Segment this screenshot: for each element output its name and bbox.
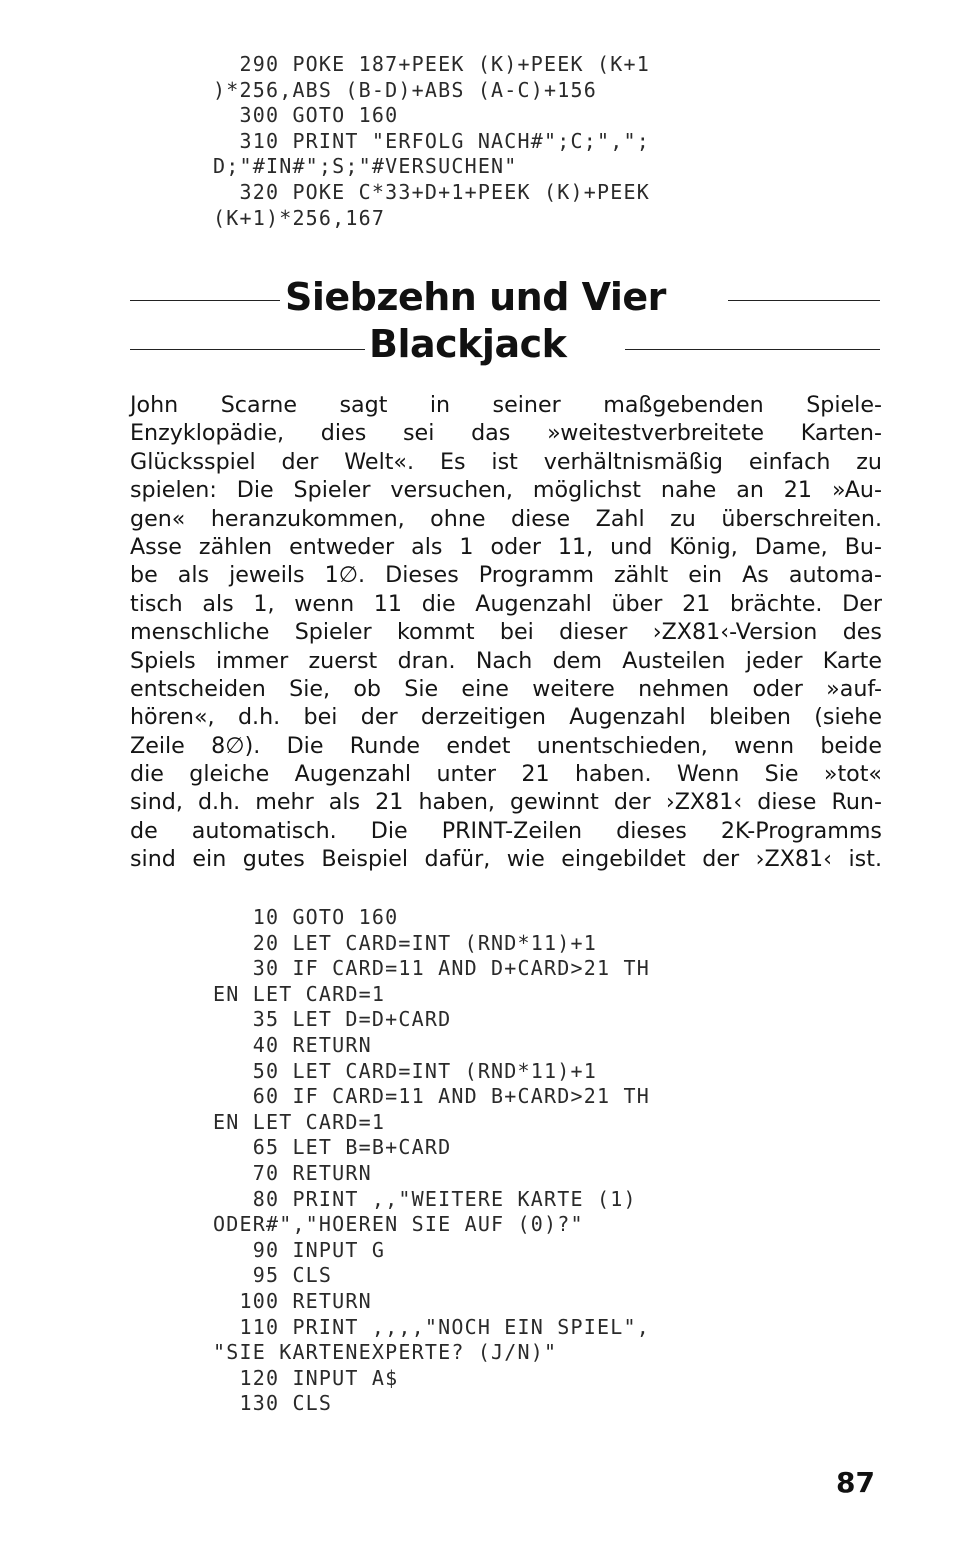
code-line: 80 PRINT ,,"WEITERE KARTE (1) (213, 1186, 637, 1211)
paragraph-line: sind ein gutes Beispiel dafür, wie eingebildet der ›ZX81‹ ist. (130, 846, 882, 873)
code-line: (K+1)*256,167 (213, 205, 386, 230)
page-number: 87 (836, 1466, 875, 1499)
paragraph-line: hören«, d.h. bei der derzeitigen Augenzahl bleiben (siehe (130, 704, 882, 731)
paragraph-line: Asse zählen entweder als 1 oder 11, und König, Dame, Bu- (130, 533, 882, 560)
subheading-rule-right (625, 349, 880, 350)
code-line: 100 RETURN (213, 1288, 372, 1313)
paragraph-line: tisch als 1, wenn 11 die Augenzahl über 21 brächte. Der (130, 590, 882, 617)
paragraph-line: entscheiden Sie, ob Sie eine weitere nehmen oder »auf- (130, 675, 882, 702)
code-line: EN LET CARD=1 (213, 1109, 386, 1134)
code-line: EN LET CARD=1 (213, 981, 386, 1006)
paragraph-line: Glücksspiel der Welt«. Es ist verhältnismäßig einfach zu (130, 448, 882, 475)
code-listing-bottom (213, 905, 650, 1417)
code-line: 70 RETURN (213, 1160, 372, 1185)
code-line: 300 GOTO 160 (213, 103, 399, 128)
code-line: 35 LET D=D+CARD (213, 1007, 452, 1032)
code-line: 130 CLS (213, 1391, 333, 1416)
section-title: Siebzehn und Vier (285, 275, 666, 319)
code-line: 65 LET B=B+CARD (213, 1135, 452, 1160)
paragraph-line: sind, d.h. mehr als 21 haben, gewinnt der ›ZX81‹ diese Run- (130, 789, 882, 816)
paragraph-line: Zeile 8∅). Die Runde endet unentschieden, wenn beide (130, 732, 882, 759)
code-line: D;"#IN#";S;"#VERSUCHEN" (213, 154, 518, 179)
heading-rule-left (130, 300, 280, 301)
paragraph-line: die gleiche Augenzahl unter 21 haben. Wenn Sie »tot« (130, 761, 882, 788)
code-line: 50 LET CARD=INT (RND*11)+1 (213, 1058, 597, 1083)
paragraph-line: spielen: Die Spieler versuchen, möglichst nahe an 21 »Au- (130, 477, 882, 504)
paragraph-line: gen« heranzukommen, ohne diese Zahl zu überschreiten. (130, 505, 882, 532)
paragraph-line: menschliche Spieler kommt bei dieser ›ZX81‹-Version des (130, 619, 882, 646)
code-line: 95 CLS (213, 1263, 333, 1288)
code-line: ODER#","HOEREN SIE AUF (0)?" (213, 1212, 584, 1237)
code-line: 120 INPUT A$ (213, 1365, 399, 1390)
code-line: 290 POKE 187+PEEK (K)+PEEK (K+1 (213, 52, 650, 76)
code-line: 10 GOTO 160 (213, 905, 399, 929)
code-line: 320 POKE C*33+D+1+PEEK (K)+PEEK (213, 179, 650, 204)
section-subtitle: Blackjack (369, 322, 567, 366)
code-line: 110 PRINT ,,,,"NOCH EIN SPIEL", (213, 1314, 650, 1339)
code-line: 30 IF CARD=11 AND D+CARD>21 TH (213, 956, 650, 981)
code-line: 20 LET CARD=INT (RND*11)+1 (213, 930, 597, 955)
code-line: 40 RETURN (213, 1032, 372, 1057)
heading-rule-right (728, 300, 880, 301)
paragraph-line: Spiels immer zuerst dran. Nach dem Austeilen jeder Karte (130, 647, 882, 674)
paragraph-line: John Scarne sagt in seiner maßgebenden Spiele- (130, 392, 882, 418)
code-listing-top (213, 52, 650, 231)
subheading-rule-left (130, 349, 365, 350)
code-line: 310 PRINT "ERFOLG NACH#";C;","; (213, 128, 650, 153)
code-line: 90 INPUT G (213, 1237, 386, 1262)
paragraph-line: de automatisch. Die PRINT-Zeilen dieses 2K-Programms (130, 817, 882, 844)
paragraph-line: Enzyklopädie, dies sei das »weitestverbreitete Karten- (130, 420, 882, 447)
code-line: 60 IF CARD=11 AND B+CARD>21 TH (213, 1084, 650, 1109)
paragraph-line: be als jeweils 1∅. Dieses Programm zählt ein As automa- (130, 562, 882, 589)
body-paragraph (130, 391, 882, 874)
code-line: )*256,ABS (B-D)+ABS (A-C)+156 (213, 77, 597, 102)
code-line: "SIE KARTENEXPERTE? (J/N)" (213, 1340, 558, 1365)
